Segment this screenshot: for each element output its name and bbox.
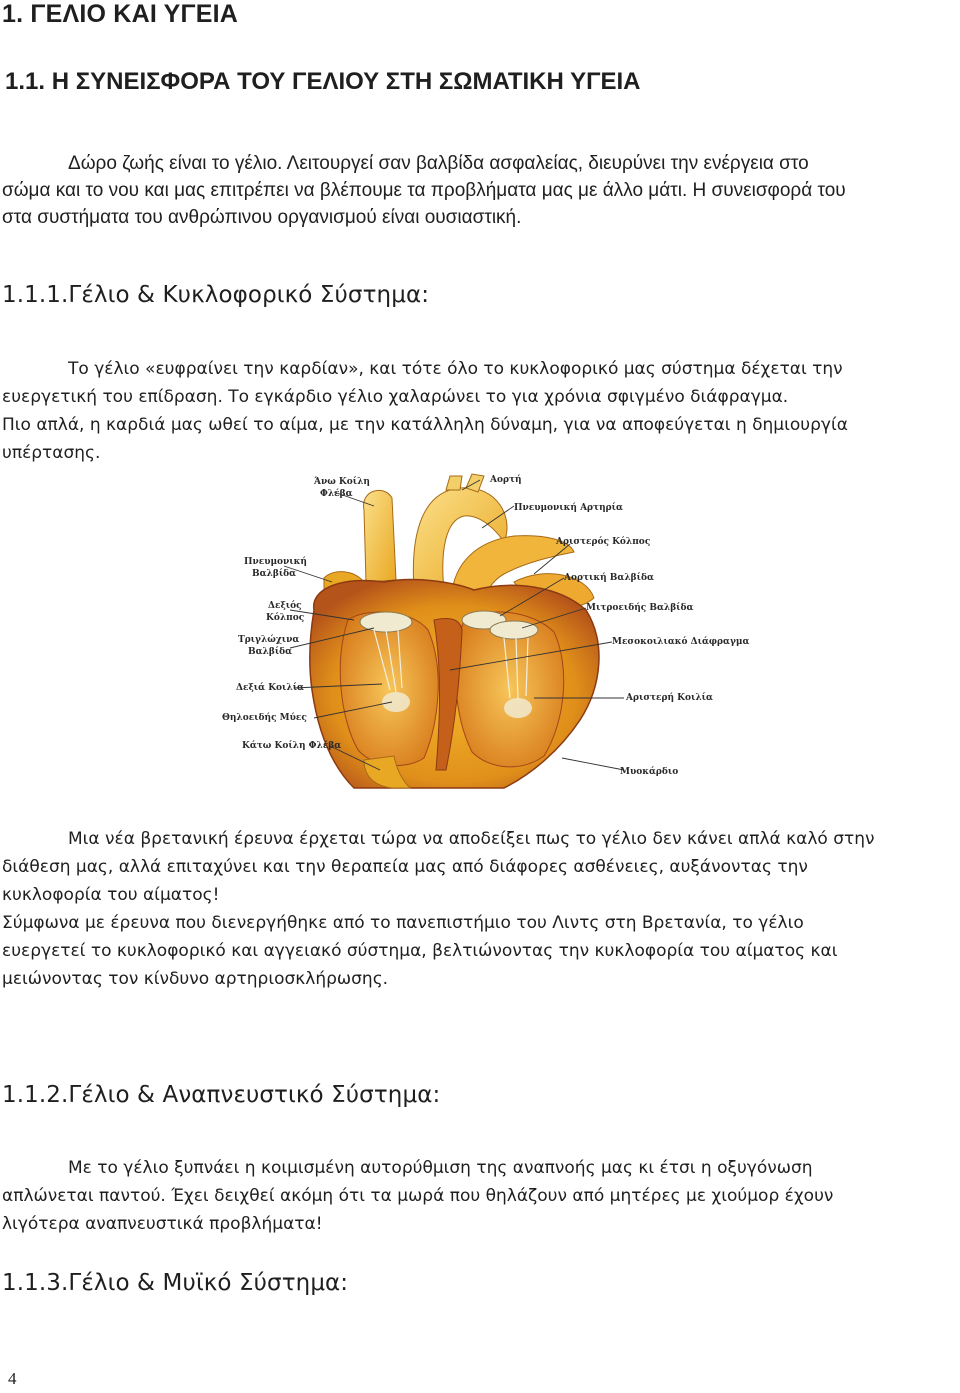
paragraph-line: υπέρτασης. xyxy=(2,443,101,463)
paragraph-line: Μια νέα βρετανική έρευνα έρχεται τώρα να αποδείξει πως το γέλιο δεν κάνει απλά καλό στην xyxy=(68,829,875,849)
label-tricuspid-2: Βαλβίδα xyxy=(248,647,293,657)
label-left-atrium: Αριστερός Κόλπος xyxy=(556,537,651,547)
paragraph-line: Το γέλιο «ευφραίνει την καρδίαν», και τότε όλο το κυκλοφορικό μας σύστημα δέχεται την xyxy=(68,359,843,379)
label-septum: Μεσοκοιλιακό Διάφραγμα xyxy=(612,637,750,647)
label-aortic-valve: Αορτική Βαλβίδα xyxy=(564,573,654,583)
paragraph-line: Σύμφωνα με έρευνα που διενεργήθηκε από το πανεπιστήμιο του Λιντς στη Βρετανία, το γέλιο xyxy=(2,913,804,933)
label-aorta: Αορτή xyxy=(490,475,522,485)
paragraph-line: μειώνοντας τον κίνδυνο αρτηριοσκλήρωσης. xyxy=(2,969,389,989)
label-pulmonary-valve-1: Πνευμονική xyxy=(244,557,307,567)
paragraph-line: κυκλοφορία του αίματος! xyxy=(2,885,220,905)
label-superior-vena-cava-1: Άνω Κοίλη xyxy=(314,477,370,487)
label-pulmonary-valve-2: Βαλβίδα xyxy=(252,569,297,579)
paragraph-line: λιγότερα αναπνευστικά προβλήματα! xyxy=(2,1214,323,1234)
label-pulmonary-artery: Πνευμονική Αρτηρία xyxy=(514,503,623,513)
label-tricuspid-1: Τριγλώχινα xyxy=(238,635,300,645)
label-right-atrium-2: Κόλπος xyxy=(266,613,305,623)
label-right-ventricle: Δεξιά Κοιλία xyxy=(236,683,304,693)
paragraph-line: Πιο απλά, η καρδιά μας ωθεί το αίμα, με την κατάλληλη δύναμη, για να αποφεύγεται η δημιουργία xyxy=(2,415,848,435)
label-myocardium: Μυοκάρδιο xyxy=(620,767,679,777)
paragraph-line: ευεργετική του επίδραση. Το εγκάρδιο γέλιο χαλαρώνει το για χρόνια σφιγμένο διάφραγμα. xyxy=(2,387,789,407)
intro-line: Δώρο ζωής είναι το γέλιο. Λειτουργεί σαν βαλβίδα ασφαλείας, διευρύνει την ενέργεια στο xyxy=(68,153,809,174)
paragraph-line: διάθεση μας, αλλά επιταχύνει και την θεραπεία μας από διάφορες ασθένειες, αυξάνοντας την xyxy=(2,857,808,877)
heart-anatomy-figure xyxy=(214,470,750,788)
label-mitral-valve: Μιτροειδής Βαλβίδα xyxy=(586,603,694,613)
subsection-heading-muscular: 1.1.3.Γέλιο & Μυϊκό Σύστημα: xyxy=(2,1270,349,1296)
paragraph-line: ευεργετεί το κυκλοφορικό και αγγειακό σύστημα, βελτιώνοντας την κυκλοφορία του αίματος και xyxy=(2,941,838,961)
respiratory-paragraph xyxy=(2,1154,958,1238)
intro-line: στα συστήματα του ανθρώπινου οργανισμού είναι ουσιαστική. xyxy=(2,207,522,228)
paragraph-line: απλώνεται παντού. Έχει δειχθεί ακόμη ότι τα μωρά που θηλάζουν από μητέρες με χιούμορ έχουν xyxy=(2,1186,834,1206)
label-papillary-muscles: Θηλοειδής Μύες xyxy=(222,713,307,723)
subsection-heading-circulatory: 1.1.1.Γέλιο & Κυκλοφορικό Σύστημα: xyxy=(2,282,430,308)
intro-line: σώμα και το νου και μας επιτρέπει να βλέπουμε τα προβλήματα μας με άλλο μάτι. Η συνεισφορά του xyxy=(2,180,846,201)
circulatory-paragraph-1 xyxy=(2,355,958,467)
circulatory-paragraph-2 xyxy=(2,825,958,993)
subsection-heading-respiratory: 1.1.2.Γέλιο & Αναπνευστικό Σύστημα: xyxy=(2,1082,441,1108)
label-right-atrium-1: Δεξιός xyxy=(268,601,302,611)
label-left-ventricle: Αριστερή Κοιλία xyxy=(626,693,713,703)
label-superior-vena-cava-2: Φλέβα xyxy=(320,489,353,499)
paragraph-line: Με το γέλιο ξυπνάει η κοιμισμένη αυτορύθμιση της αναπνοής μας κι έτσι η οξυγόνωση xyxy=(68,1158,813,1178)
section-title: 1.1. Η ΣΥΝΕΙΣΦΟΡΑ ΤΟΥ ΓΕΛΙΟΥ ΣΤΗ ΣΩΜΑΤΙΚΗ ΥΓΕΙΑ xyxy=(5,68,641,95)
label-inferior-vena-cava: Κάτω Κοίλη Φλέβα xyxy=(242,741,342,751)
page-number: 4 xyxy=(8,1369,17,1388)
chapter-title: 1. ΓΕΛΙΟ ΚΑΙ ΥΓΕΙΑ xyxy=(2,0,239,28)
intro-paragraph xyxy=(2,150,958,231)
heart-illustration xyxy=(310,474,599,788)
